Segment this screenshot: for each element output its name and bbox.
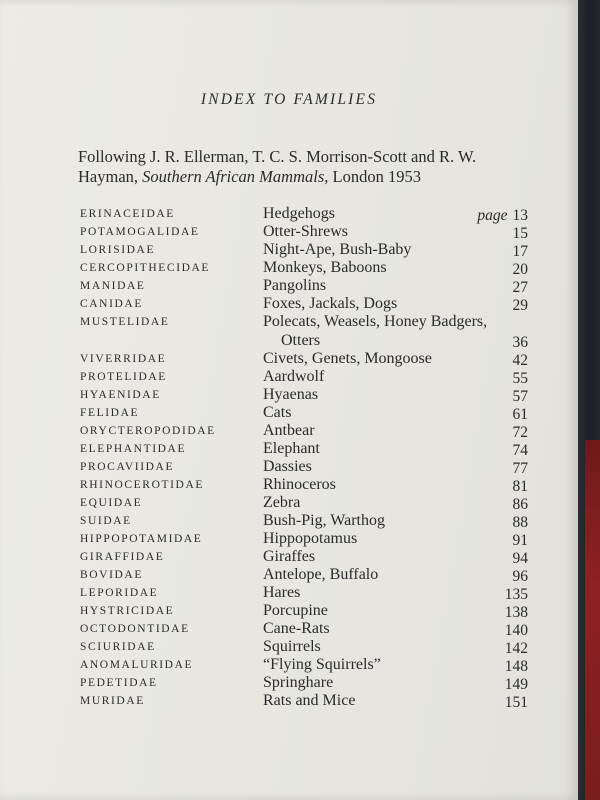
index-row (0, 386, 578, 404)
family-name: HYAENIDAE (80, 389, 161, 401)
page-number-value: 88 (512, 514, 528, 531)
page-number-value: 27 (512, 279, 528, 296)
family-name: POTAMOGALIDAE (80, 226, 200, 238)
common-name: Giraffes (263, 548, 316, 565)
family-name: LORISIDAE (80, 244, 156, 256)
page-number-value: 36 (512, 334, 528, 351)
common-name: Zebra (263, 494, 301, 511)
page-number-value: 17 (512, 243, 528, 260)
family-name: HYSTRICIDAE (80, 605, 175, 617)
common-name: Hippopotamus (263, 530, 358, 547)
page-number-value: 74 (512, 442, 528, 459)
page-number-value: 72 (512, 424, 528, 441)
index-row (0, 476, 578, 494)
index-row (0, 692, 578, 710)
page-number-value: 13 (512, 207, 528, 224)
index-row (0, 548, 578, 566)
common-name: Cats (263, 404, 292, 421)
common-name: Rats and Mice (263, 692, 356, 709)
index-row (0, 494, 578, 512)
common-name: Foxes, Jackals, Dogs (263, 295, 398, 312)
common-name: Otters (281, 332, 321, 349)
common-name: Hares (263, 584, 301, 601)
index-row (0, 530, 578, 548)
index-row (0, 584, 578, 602)
family-name: CERCOPITHECIDAE (80, 262, 211, 274)
common-name: Monkeys, Baboons (263, 259, 387, 276)
common-name: Aardwolf (263, 368, 325, 385)
family-name: MANIDAE (80, 280, 146, 292)
index-row (0, 620, 578, 638)
common-name: Pangolins (263, 277, 327, 294)
intro-line-2 (78, 167, 538, 187)
family-name: ERINACEIDAE (80, 208, 175, 220)
family-name: MURIDAE (80, 695, 145, 707)
page-number-value: 57 (512, 388, 528, 405)
page-number-value: 81 (512, 478, 528, 495)
intro-book-title: Southern African Mammals, (142, 167, 329, 186)
page-number-value: 151 (504, 694, 528, 711)
page-number-value: 42 (512, 352, 528, 369)
family-name: OCTODONTIDAE (80, 623, 190, 635)
index-row (0, 638, 578, 656)
family-name: EQUIDAE (80, 497, 143, 509)
family-name: ANOMALURIDAE (80, 659, 194, 671)
family-name: BOVIDAE (80, 569, 143, 581)
common-name: Hedgehogs (263, 205, 335, 222)
page-number-value: 77 (512, 460, 528, 477)
common-name: Springhare (263, 674, 334, 691)
intro-line-1: Following J. R. Ellerman, T. C. S. Morrison-Scott and R. W. (78, 147, 477, 166)
page-number-value: 135 (504, 586, 528, 603)
common-name: Elephant (263, 440, 320, 457)
intro-line-2-prefix: Hayman, (78, 167, 139, 186)
common-name: Rhinoceros (263, 476, 336, 493)
family-name: PEDETIDAE (80, 677, 158, 689)
family-name: VIVERRIDAE (80, 353, 167, 365)
index-row (0, 259, 578, 277)
common-name: Bush-Pig, Warthog (263, 512, 385, 529)
index-row (0, 205, 578, 223)
family-name: GIRAFFIDAE (80, 551, 165, 563)
page-number-value: 20 (512, 261, 528, 278)
family-name: RHINOCEROTIDAE (80, 479, 204, 491)
family-name: ORYCTEROPODIDAE (80, 425, 216, 437)
index-row (0, 350, 578, 368)
page-number-value: 96 (512, 568, 528, 585)
page-number-value: 86 (512, 496, 528, 513)
page-number-value: 15 (512, 225, 528, 242)
index-row (0, 674, 578, 692)
common-name: Polecats, Weasels, Honey Badgers, (263, 313, 488, 330)
book-spine-red-band (585, 440, 600, 800)
family-name: FELIDAE (80, 407, 140, 419)
common-name: Night-Ape, Bush-Baby (263, 241, 412, 258)
index-row (0, 566, 578, 584)
page-title: INDEX TO FAMILIES (200, 91, 378, 108)
intro-line-2-suffix: London 1953 (332, 167, 421, 186)
common-name: Civets, Genets, Mongoose (263, 350, 432, 367)
family-name: CANIDAE (80, 298, 143, 310)
common-name: Antbear (263, 422, 315, 439)
index-row (0, 368, 578, 386)
common-name: Antelope, Buffalo (263, 566, 379, 583)
index-row (0, 602, 578, 620)
family-name: SCIURIDAE (80, 641, 156, 653)
family-name: PROTELIDAE (80, 371, 167, 383)
family-name: PROCAVIIDAE (80, 461, 175, 473)
page-number-value: 61 (512, 406, 528, 423)
family-name: ELEPHANTIDAE (80, 443, 187, 455)
page-number-value: 142 (504, 640, 528, 657)
index-row (0, 656, 578, 674)
index-row (0, 295, 578, 313)
family-name: MUSTELIDAE (80, 316, 170, 328)
page-number-value: 149 (504, 676, 528, 693)
page-number-value: 55 (512, 370, 528, 387)
index-row (0, 277, 578, 295)
index-row (0, 241, 578, 259)
common-name: Porcupine (263, 602, 328, 619)
family-name: SUIDAE (80, 515, 132, 527)
index-row (0, 223, 578, 241)
page-number-value: 91 (512, 532, 528, 549)
index-row (0, 332, 578, 350)
index-row (0, 512, 578, 530)
intro-paragraph (78, 147, 538, 187)
index-row (0, 440, 578, 458)
page-number-value: 148 (504, 658, 528, 675)
page-number (448, 694, 528, 712)
page-number-value: 138 (504, 604, 528, 621)
page-number-value: 29 (512, 297, 528, 314)
common-name: Squirrels (263, 638, 321, 655)
common-name: “Flying Squirrels” (263, 656, 381, 673)
index-row (0, 313, 578, 331)
index-row (0, 404, 578, 422)
index-row (0, 422, 578, 440)
common-name: Dassies (263, 458, 312, 475)
common-name: Otter-Shrews (263, 223, 348, 240)
family-name: HIPPOPOTAMIDAE (80, 533, 203, 545)
common-name: Hyaenas (263, 386, 319, 403)
index-row (0, 458, 578, 476)
common-name: Cane-Rats (263, 620, 330, 637)
page-label: page (477, 207, 508, 224)
page-number-value: 94 (512, 550, 528, 567)
family-name: LEPORIDAE (80, 587, 159, 599)
page-number-value: 140 (504, 622, 528, 639)
